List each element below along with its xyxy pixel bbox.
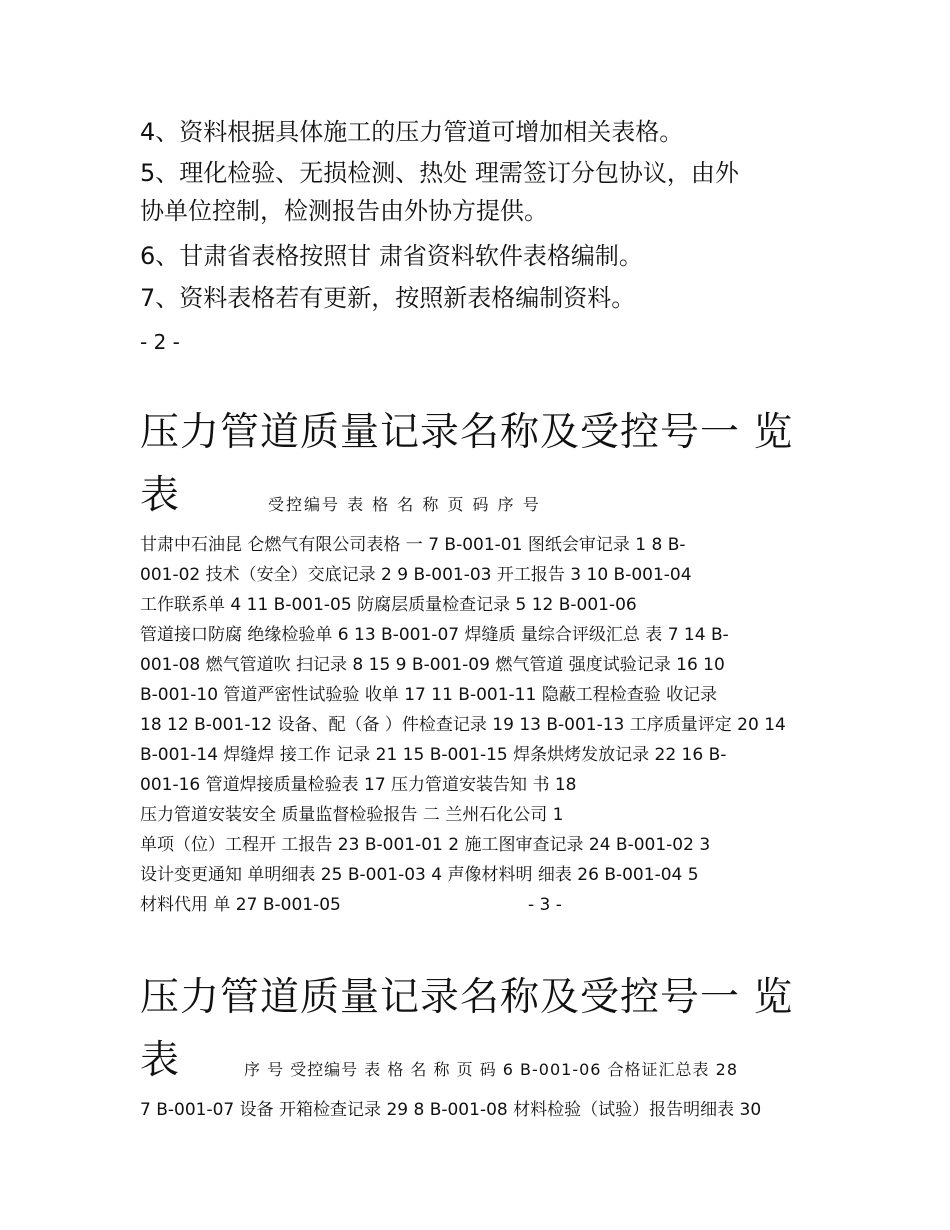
table-line-6: B-001-10 管道严密性试验验 收单 17 11 B-001-11 隐蔽工程检查验 收记录 [140, 685, 718, 705]
section2-table-header: 序 号 受控编号 表 格 名 称 页 码 6 B-001-06 合格证汇总表 28 [244, 1060, 738, 1079]
section1-title-tail: 表 [140, 473, 180, 518]
section1-title: 压力管道质量记录名称及受控号一 览 [140, 410, 794, 455]
table-line-14: 7 B-001-07 设备 开箱检查记录 29 8 B-001-08 材料检验（试验）报告明细表 30 [140, 1100, 762, 1120]
table-line-10: 压力管道安装安全 质量监督检验报告 二 兰州石化公司 1 [140, 805, 564, 825]
table-line-8: B-001-14 焊缝焊 接工作 记录 21 15 B-001-15 焊条烘烤发放记录 22 16 B- [140, 745, 727, 765]
section1-table-header: 受控编号 表 格 名 称 页 码 序 号 [268, 495, 541, 514]
table-line-1: 甘肃中石油昆 仑燃气有限公司表格 一 7 B-001-01 图纸会审记录 1 8 B- [140, 535, 686, 555]
note-5-line2: 协单位控制，检测报告由外协方提供。 [140, 197, 548, 225]
table-line-9: 001-16 管道焊接质量检验表 17 压力管道安装告知 书 18 [140, 775, 577, 795]
section2-title-tail: 表 [140, 1038, 180, 1083]
note-4: 4、资料根据具体施工的压力管道可增加相关表格。 [140, 118, 684, 146]
table-line-3: 工作联系单 4 11 B-001-05 防腐层质量检查记录 5 12 B-001-06 [140, 595, 637, 615]
note-7: 7、资料表格若有更新，按照新表格编制资料。 [140, 284, 636, 312]
section2-title: 压力管道质量记录名称及受控号一 览 [140, 975, 794, 1020]
table-line-5: 001-08 燃气管道吹 扫记录 8 15 9 B-001-09 燃气管道 强度试验记录 16 10 [140, 655, 725, 675]
table-line-12: 设计变更通知 单明细表 25 B-001-03 4 声像材料明 细表 26 B-001-04 5 [140, 865, 699, 885]
page-number-2: - 2 - [140, 330, 180, 354]
table-line-11: 单项（位）工程开 工报告 23 B-001-01 2 施工图审查记录 24 B-001-02 3 [140, 835, 711, 855]
note-5-line1: 5、理化检验、无损检测、热处 理需签订分包协议，由外 [140, 159, 739, 187]
table-line-2: 001-02 技术（安全）交底记录 2 9 B-001-03 开工报告 3 10 B-001-04 [140, 565, 692, 585]
table-line-13: 材料代用 单 27 B-001-05 [140, 895, 341, 915]
table-line-4: 管道接口防腐 绝缘检验单 6 13 B-001-07 焊缝质 量综合评级汇总 表 7 14 B- [140, 625, 729, 645]
table-line-7: 18 12 B-001-12 设备、配（备 ）件检查记录 19 13 B-001-13 工序质量评定 20 14 [140, 715, 786, 735]
note-6: 6、甘肃省表格按照甘 肃省资料软件表格编制。 [140, 242, 643, 270]
page-number-3: - 3 - [528, 895, 562, 915]
